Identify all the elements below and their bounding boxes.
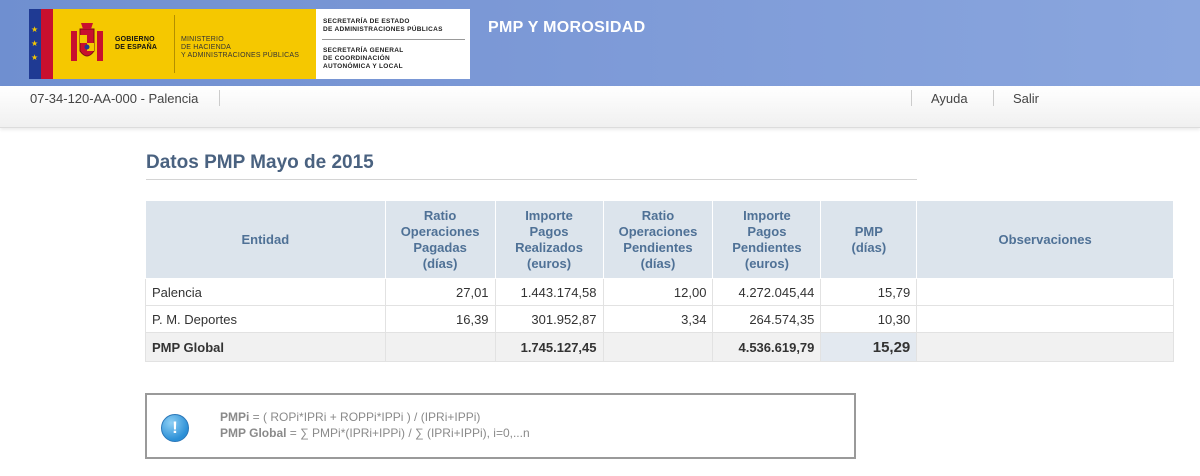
government-logo xyxy=(29,9,470,79)
global-importe-realizados: 1.745.127,45 xyxy=(495,333,603,362)
secretariat-state-label: SECRETARÍA DE ESTADO DE ADMINISTRACIONES PÚBLICAS xyxy=(323,18,443,33)
col-header-ratio-pendientes: Ratio Operaciones Pendientes (días) xyxy=(603,201,713,279)
cell-entidad: P. M. Deportes xyxy=(146,306,386,333)
col-header-pmp: PMP (días) xyxy=(821,201,917,279)
cell-entidad: Palencia xyxy=(146,279,386,306)
table-row xyxy=(146,279,1174,306)
nav-bar xyxy=(0,86,1200,128)
title-divider xyxy=(146,179,917,180)
app-title: PMP Y MOROSIDAD xyxy=(488,19,646,36)
header-banner xyxy=(0,0,1200,86)
help-link[interactable]: Ayuda xyxy=(931,91,968,106)
cell-importe-realizados: 1.443.174,58 xyxy=(495,279,603,306)
table-row xyxy=(146,306,1174,333)
logo-yellow-band xyxy=(29,9,316,79)
formula-pmp-global: PMP Global = ∑ PMPi*(IPRi+IPPi) / ∑ (IPRi+IPPi), i=0,...n xyxy=(220,426,530,440)
government-label: GOBIERNO DE ESPAÑA xyxy=(115,36,158,51)
cell-importe-realizados: 301.952,87 xyxy=(495,306,603,333)
cell-pmp: 10,30 xyxy=(821,306,917,333)
table-header-row xyxy=(146,201,1174,279)
cell-ratio-pagadas: 16,39 xyxy=(385,306,495,333)
col-header-ratio-pagadas: Ratio Operaciones Pagadas (días) xyxy=(385,201,495,279)
logout-link[interactable]: Salir xyxy=(1013,91,1040,106)
global-row xyxy=(146,333,1174,362)
formula-info-box xyxy=(145,393,856,459)
cell-observaciones xyxy=(917,306,1174,333)
cell-importe-pendientes: 264.574,35 xyxy=(713,306,821,333)
cell-ratio-pendientes: 12,00 xyxy=(603,279,713,306)
ministry-label: MINISTERIO DE HACIENDA Y ADMINISTRACIONES PÚBLICAS xyxy=(181,36,300,59)
formula-pmpi: PMPi = ( ROPi*IPRi + ROPPi*IPPi ) / (IPRi+IPPi) xyxy=(220,410,481,424)
pmp-data-table xyxy=(145,200,1174,362)
secretariat-general-label: SECRETARÍA GENERAL DE COORDINACIÓN AUTONÓMICA Y LOCAL xyxy=(323,47,404,70)
col-header-observaciones: Observaciones xyxy=(917,201,1174,279)
global-pmp: 15,29 xyxy=(821,333,917,362)
cell-ratio-pendientes: 3,34 xyxy=(603,306,713,333)
col-header-entidad: Entidad xyxy=(146,201,386,279)
eu-flag-stripe: ★ ★ ★ xyxy=(29,9,53,79)
entity-identifier: 07-34-120-AA-000 - Palencia xyxy=(30,91,199,106)
cell-ratio-pagadas: 27,01 xyxy=(385,279,495,306)
col-header-importe-realizados: Importe Pagos Realizados (euros) xyxy=(495,201,603,279)
cell-importe-pendientes: 4.272.045,44 xyxy=(713,279,821,306)
global-label: PMP Global xyxy=(146,333,386,362)
cell-pmp: 15,79 xyxy=(821,279,917,306)
info-icon: ! xyxy=(161,414,189,442)
col-header-importe-pendientes: Importe Pagos Pendientes (euros) xyxy=(713,201,821,279)
coat-of-arms-icon xyxy=(69,21,105,67)
cell-observaciones xyxy=(917,279,1174,306)
global-importe-pendientes: 4.536.619,79 xyxy=(713,333,821,362)
page-title: Datos PMP Mayo de 2015 xyxy=(146,152,374,173)
